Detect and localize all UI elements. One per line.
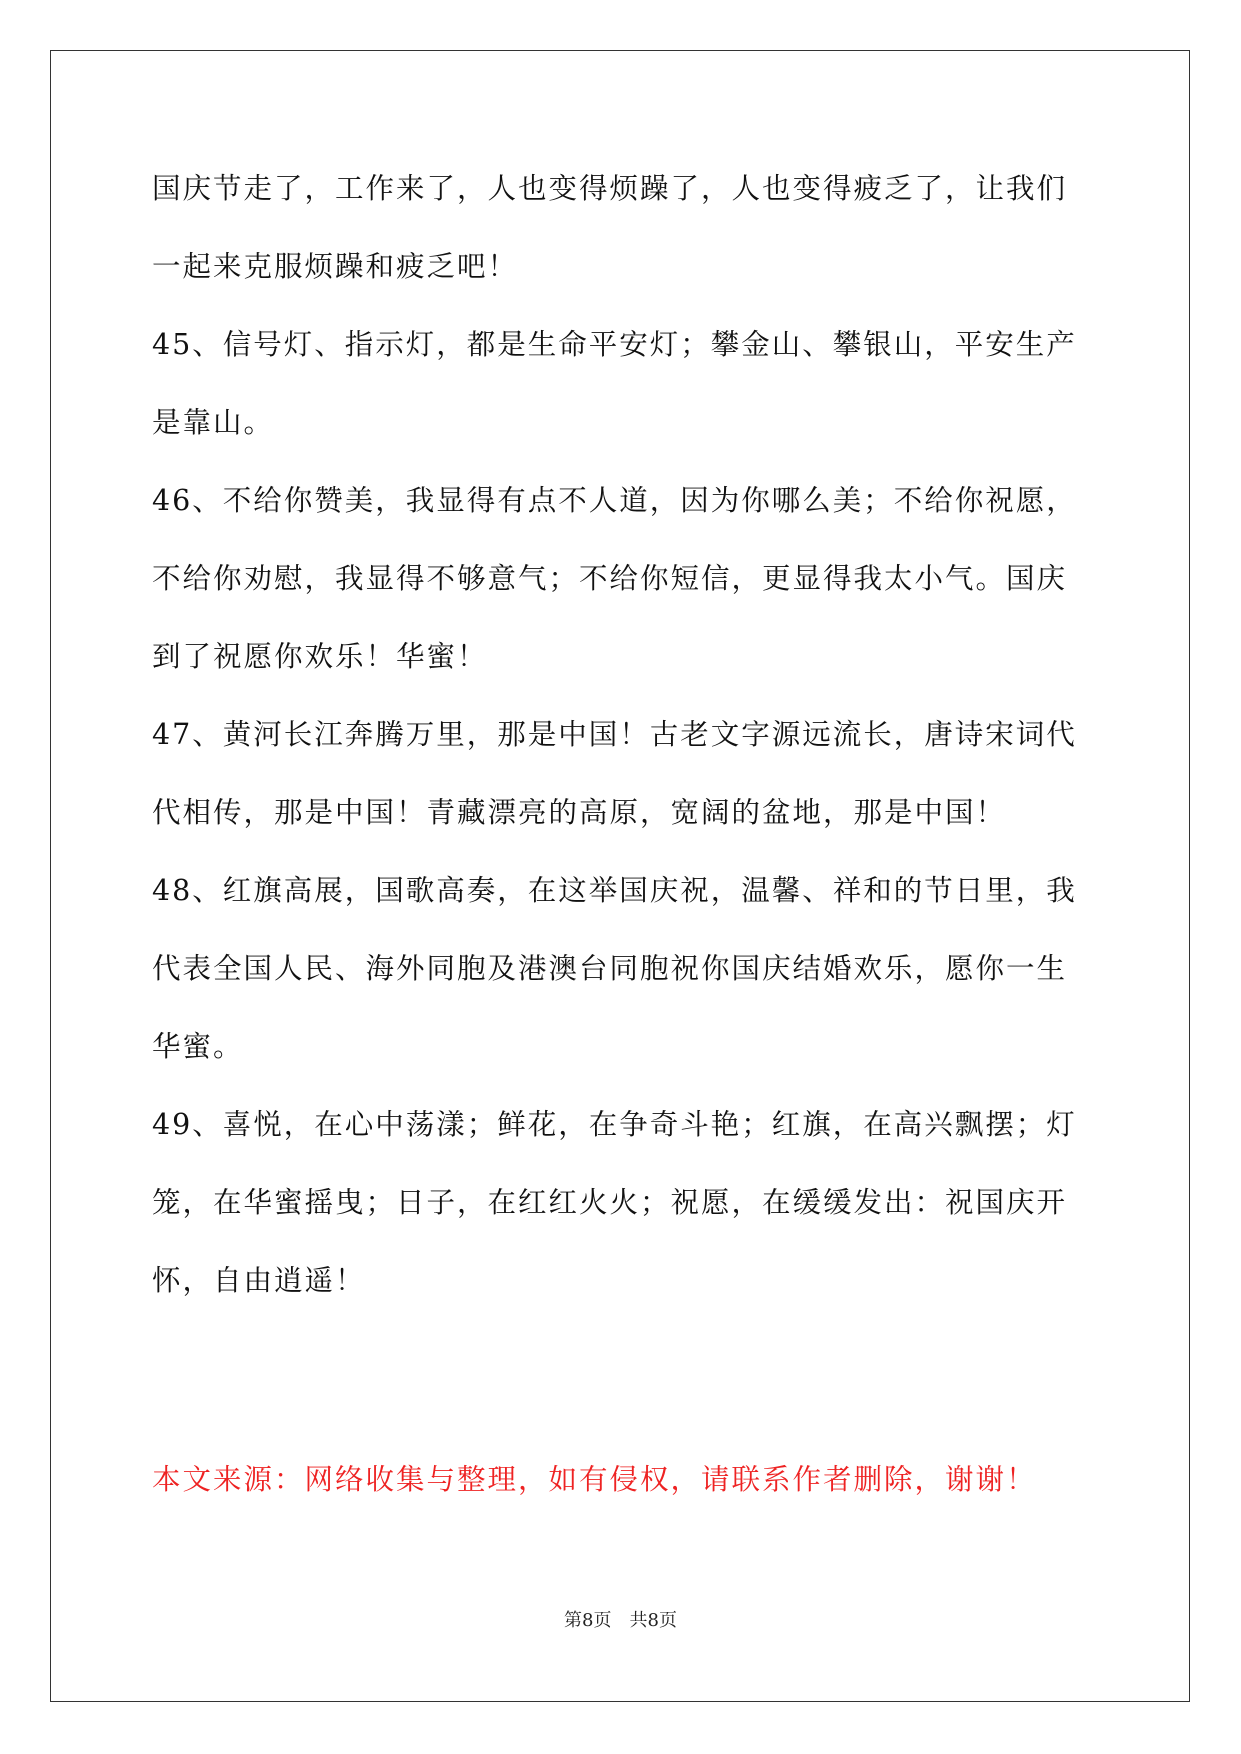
- paragraph-47: 47、黄河长江奔腾万里，那是中国！古老文字源远流长，唐诗宋词代代相传，那是中国！青藏漂亮的高原，宽阔的盆地，那是中国！: [152, 718, 1077, 829]
- paragraph-48: 48、红旗高展，国歌高奏，在这举国庆祝，温馨、祥和的节日里，我代表全国人民、海外同胞及港澳台同胞祝你国庆结婚欢乐，愿你一生华蜜。: [152, 874, 1077, 1063]
- document-body: [152, 150, 1092, 1320]
- total-pages: 共8页: [629, 1610, 677, 1631]
- current-page-number: 第8页: [564, 1610, 612, 1631]
- paragraph-49: 49、喜悦，在心中荡漾；鲜花，在争奇斗艳；红旗，在高兴飘摆；灯笼，在华蜜摇曳；日子，在红红火火；祝愿，在缓缓发出：祝国庆开怀，自由逍遥！: [152, 1108, 1077, 1297]
- page-footer: [0, 1606, 1241, 1632]
- source-note: 本文来源：网络收集与整理，如有侵权，请联系作者删除，谢谢！: [152, 1463, 1037, 1496]
- paragraph-intro: 国庆节走了，工作来了，人也变得烦躁了，人也变得疲乏了，让我们一起来克服烦躁和疲乏吧！: [152, 172, 1068, 283]
- paragraph-45: 45、信号灯、指示灯，都是生命平安灯；攀金山、攀银山，平安生产是靠山。: [152, 328, 1077, 439]
- paragraph-46: 46、不给你赞美，我显得有点不人道，因为你哪么美；不给你祝愿，不给你劝慰，我显得不够意气；不给你短信，更显得我太小气。国庆到了祝愿你欢乐！华蜜！: [152, 484, 1077, 673]
